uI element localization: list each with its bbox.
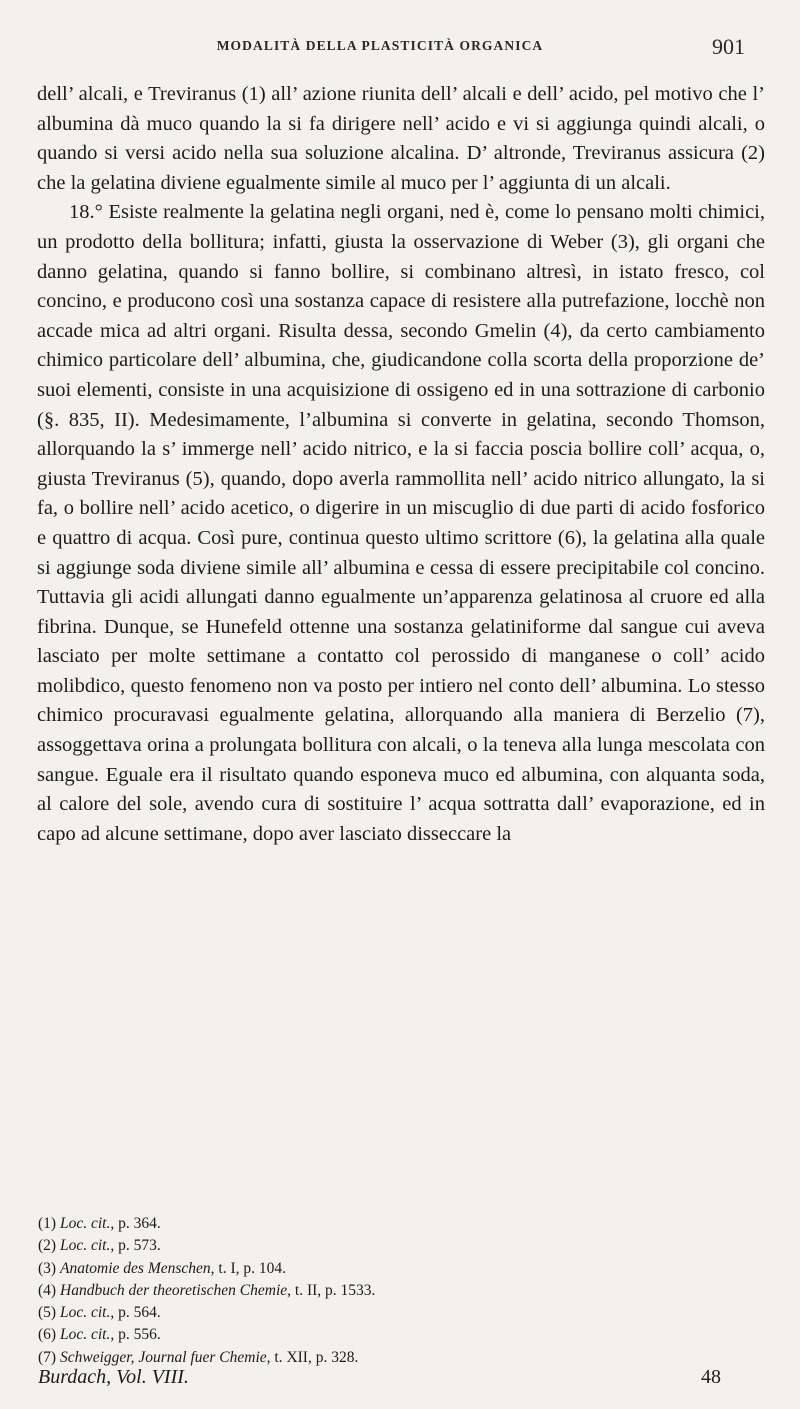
footnote: (7) Schweigger, Journal fuer Chemie, t. XII, p. 328. bbox=[38, 1348, 359, 1366]
footnotes bbox=[38, 1213, 738, 1369]
running-title: MODALITÀ DELLA PLASTICITÀ ORGANICA bbox=[216, 38, 544, 53]
main-text bbox=[37, 80, 765, 849]
signature-number: 48 bbox=[701, 1366, 721, 1388]
footnote: (3) Anatomie des Menschen, t. I, p. 104. bbox=[38, 1259, 286, 1277]
signature-line bbox=[38, 1366, 738, 1389]
page-number: 901 bbox=[712, 34, 745, 59]
footnote: (4) Handbuch der theoretischen Chemie, t. II, p. 1533. bbox=[38, 1281, 376, 1299]
footnote: (1) Loc. cit., p. 364. bbox=[38, 1215, 161, 1232]
footnote: (5) Loc. cit., p. 564. bbox=[38, 1304, 161, 1322]
signature-title: Burdach, Vol. VIII. bbox=[38, 1366, 189, 1388]
paragraph-section-18: 18.° Esiste realmente la gelatina negli organi, ned è, come lo pensano molti chimici, un prodotto della bollitura; infatti, giusta la osservazione di Weber (3), gli organi che danno gelatina, quando si fanno bollire, si combinano altresì, in istato fresco, col concino, e producono così una sostanza capace di resistere alla putrefazione, locchè non accade mica ad altri organi. Risulta dessa, secondo Gmelin (4), da certo cambiamento chimico particolare dell’ albumina, che, giudicandone colla scorta della proporzione de’ suoi elementi, consiste in una acquisizione di ossigeno ed in una sottrazione di carbonio (§. 835, II). Medesimamente, l’albumina si converte in gelatina, secondo Thomson, allorquando la s’ immerge nell’ acido nitrico, e la si faccia poscia bollire coll’ acqua, o, giusta Treviranus (5), quando, dopo averla rammollita nell’ acido nitrico allungato, la si fa, o bollire nell’ acido acetico, o digerire in un miscuglio di due parti di acido fosforico e quattro di acqua. Così pure, continua questo ultimo scrittore (6), la gelatina alla quale si aggiunge soda diviene simile all’ albumina e cessa di essere precipitabile col concino. Tuttavia gli acidi allungati danno egualmente un’apparenza gelatinosa al cruore ed alla fibrina. Dunque, se Hunefeld ottenne una sostanza gelatiniforme dal sangue cui aveva lasciato per molte settimane a contatto col perossido di manganese o coll’ acido molibdico, questo fenomeno non va posto per intiero nel conto dell’ albumina. Lo stesso chimico procuravasi egualmente gelatina, allorquando alla maniera di Berzelio (7), assoggettava orina a prolungata bollitura con alcali, o la teneva alla lunga mescolata con sangue. Eguale era il risultato quando esponeva muco ed albumina, con alquanta soda, al calore del sole, avendo cura di sostituire l’ acqua sottratta dall’ evaporazione, ed in capo ad alcune settimane, dopo aver lasciato disseccare la bbox=[37, 201, 765, 845]
paragraph-continued: dell’ alcali, e Treviranus (1) all’ azione riunita dell’ alcali e dell’ acido, pel motivo che l’ albumina dà muco quando la si fa dirigere nell’ acido e vi si aggiunga quindi alcali, o quando si versi acido nella sua soluzione alcalina. D’ altronde, Treviranus assicura (2) che la gelatina diviene egualmente simile al muco per l’ aggiunta di un alcali. bbox=[37, 83, 765, 194]
footnote: (2) Loc. cit., p. 573. bbox=[38, 1237, 161, 1255]
footnote: (6) Loc. cit., p. 556. bbox=[38, 1326, 161, 1344]
